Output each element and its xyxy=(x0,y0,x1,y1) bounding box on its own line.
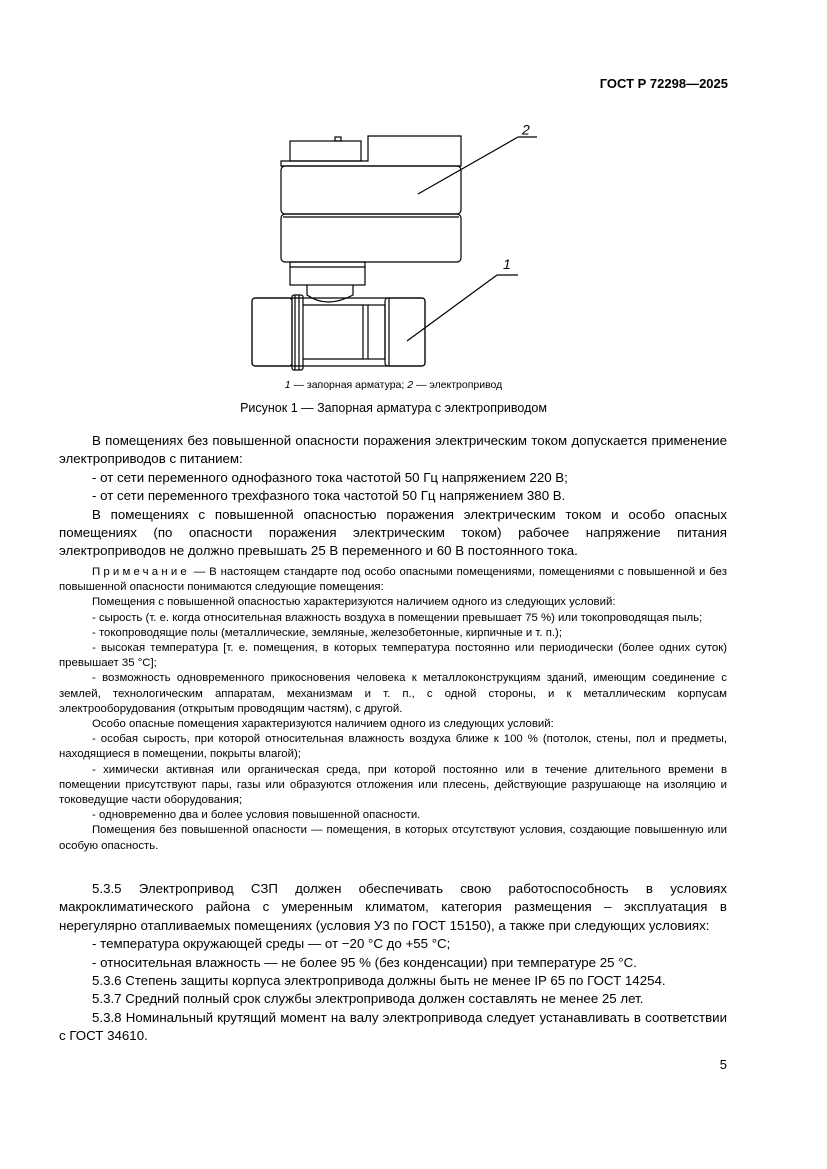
valve-body xyxy=(252,298,425,366)
clauses-section xyxy=(59,880,727,1046)
callout-1: 1 xyxy=(503,256,511,272)
note-increased-title: Помещения с повышенной опасностью характеризуются наличием одного из следующих условий: xyxy=(92,596,616,609)
figure-caption: Рисунок 1 — Запорная арматура с электроприводом xyxy=(240,401,547,415)
callout-2: 2 xyxy=(522,121,530,138)
note-increased-item: - высокая температура [т. е. помещения, в которых температура постоянно или периодически (более одних суток) превышает 35 °С]; xyxy=(59,642,727,670)
note-without-danger: Помещения без повышенной опасности — помещения, в которых отсутствуют условия, создающие повышенную или особую опасность. xyxy=(59,824,727,852)
legend-number-2: 2 xyxy=(407,379,414,391)
clause-5-3-6: 5.3.6 Степень защиты корпуса электропривода должны быть не менее IP 65 по ГОСТ 14254. xyxy=(92,973,666,989)
note-especially-item: - особая сырость, при которой относительная влажность воздуха ближе к 100 % (потолок, стены, пол и предметы, находящиеся в помещении, покрыты влагой); xyxy=(59,733,727,761)
clause-5-3-5: 5.3.5 Электропривод СЗП должен обеспечивать свою работоспособность в условиях макроклиматического района с умеренным климатом, категория размещения – эксплуатация в нерегулярно отапливаемых помещениях (условия У3 по ГОСТ 15150), а также при следующих условиях: xyxy=(59,881,727,933)
figure-legend xyxy=(0,379,787,391)
note-especially-item: - химически активная или органическая среда, при которой постоянно или в течение длительного времени в помещении присутствуют пары, газы или образуются отложения или плесень, действующие разрушающе на изоляцию и токоведущие части оборудования; xyxy=(59,763,727,807)
paragraph-voltage-limit: В помещениях с повышенной опасностью поражения электрическим током и особо опасных помещениях (по опасности поражения электрическим током) рабочее напряжение питания электроприводов не должно превышать 25 В переменного и 60 В постоянного тока. xyxy=(59,506,727,559)
list-item-220v: - от сети переменного однофазного тока частотой 50 Гц напряжением 220 В; xyxy=(92,469,568,485)
note-increased-item: - возможность одновременного прикосновения человека к металлоконструкциям зданий, имеющим соединение с землей, технологическим аппаратам, механизмам и т. п., с одной стороны, и к металлическим корпусам электрооборудования (открытым проводящим частям), с другой. xyxy=(59,672,727,715)
valve-actuator-drawing xyxy=(235,121,555,378)
legend-text-1: — запорная арматура; xyxy=(290,379,408,391)
note-especially-title: Особо опасные помещения характеризуются наличием одного из следующих условий: xyxy=(92,718,554,731)
note-increased-item: - токопроводящие полы (металлические, земляные, железобетонные, кирпичные и т. п.); xyxy=(92,626,562,639)
paragraph-power-intro: В помещениях без повышенной опасности поражения электрическим током допускается применение электроприводов с питанием: xyxy=(59,433,727,467)
clause-5-3-7: 5.3.7 Средний полный срок службы электропривода должен составлять не менее 25 лет. xyxy=(92,991,644,1007)
document-code: ГОСТ Р 72298—2025 xyxy=(599,76,728,91)
list-item-humidity: - относительная влажность — не более 95 % (без конденсации) при температуре 25 °С. xyxy=(92,954,637,970)
clause-5-3-8: 5.3.8 Номинальный крутящий момент на валу электропривода следует устанавливать в соответствии с ГОСТ 34610. xyxy=(59,1009,727,1044)
note-section xyxy=(59,565,727,854)
actuator-lower-housing xyxy=(281,214,461,262)
note-intro: — В настоящем стандарте под особо опасными помещениями, помещениями с повышенной и без повышенной опасности понимаются следующие помещения: xyxy=(59,566,727,594)
note-increased-item: - сырость (т. е. когда относительная влажность воздуха в помещении превышает 75 %) или токопроводящая пыль; xyxy=(92,611,703,624)
power-supply-section xyxy=(59,432,727,561)
leader-line-1 xyxy=(407,275,497,341)
valve-stem xyxy=(307,285,353,302)
actuator-cap xyxy=(290,141,361,161)
note-label: Примечание xyxy=(92,566,190,578)
page-number: 5 xyxy=(719,1057,727,1072)
legend-number-1: 1 xyxy=(284,379,291,391)
actuator-neck xyxy=(290,262,365,285)
note-especially-item: - одновременно два и более условия повышенной опасности. xyxy=(92,809,421,822)
list-item-380v: - от сети переменного трехфазного тока частотой 50 Гц напряжением 380 В. xyxy=(92,488,566,504)
actuator-upper-housing xyxy=(281,166,461,214)
legend-text-2: — электропривод xyxy=(413,379,503,391)
list-item-temperature: - температура окружающей среды — от −20 °С до +55 °С; xyxy=(92,936,451,952)
